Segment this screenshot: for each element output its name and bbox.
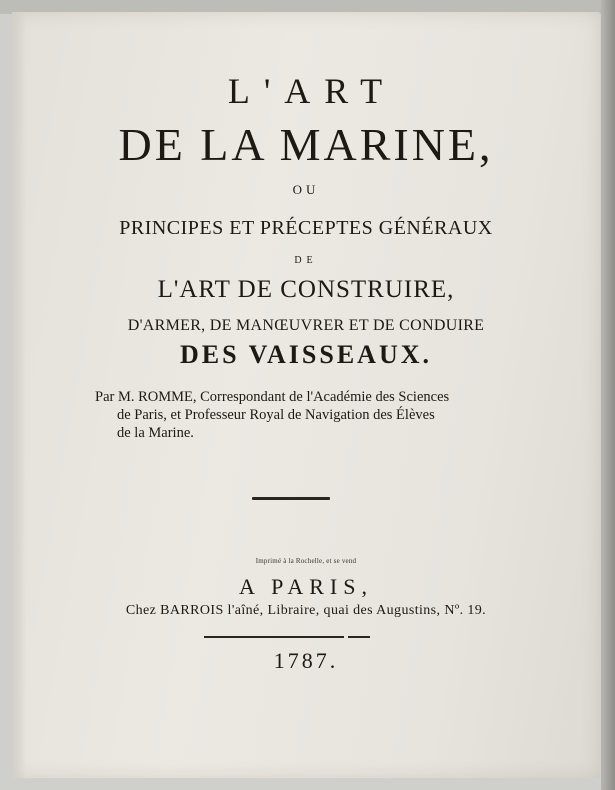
- imprint-rule: [204, 636, 344, 638]
- conjunction-ou: OU: [292, 182, 320, 197]
- author-statement: [95, 388, 515, 442]
- publication-year: 1787.: [273, 648, 339, 673]
- subtitle-line-4: DES VAISSEAUX.: [179, 340, 433, 369]
- subtitle-line-3: D'ARMER, DE MANŒUVRER ET DE CONDUIRE: [127, 317, 485, 334]
- book-spine-edge: [601, 0, 615, 790]
- imprint-note: Imprimé à la Rochelle, et se vend: [255, 557, 357, 565]
- author-line: Par M. ROMME, Correspondant de l'Académie des Sciences: [95, 389, 450, 405]
- publication-city: A PARIS,: [238, 574, 373, 599]
- title-line-2: DE LA MARINE,: [118, 119, 494, 170]
- subtitle-line-2: L'ART DE CONSTRUIRE,: [157, 276, 455, 303]
- subtitle-line-1: PRINCIPES ET PRÉCEPTES GÉNÉRAUX: [119, 217, 493, 239]
- ornamental-rule: [252, 497, 330, 500]
- author-line: de Paris, et Professeur Royal de Navigation des Élèves: [117, 407, 435, 423]
- publisher-line: Chez BARROIS l'aîné, Libraire, quai des Augustins, Nº. 19.: [125, 603, 487, 618]
- preposition-de: DE: [294, 255, 318, 266]
- title-page: [12, 12, 600, 778]
- imprint-rule-end: [348, 636, 370, 638]
- author-line: de la Marine.: [117, 425, 194, 441]
- title-line-1: L'ART: [227, 71, 397, 111]
